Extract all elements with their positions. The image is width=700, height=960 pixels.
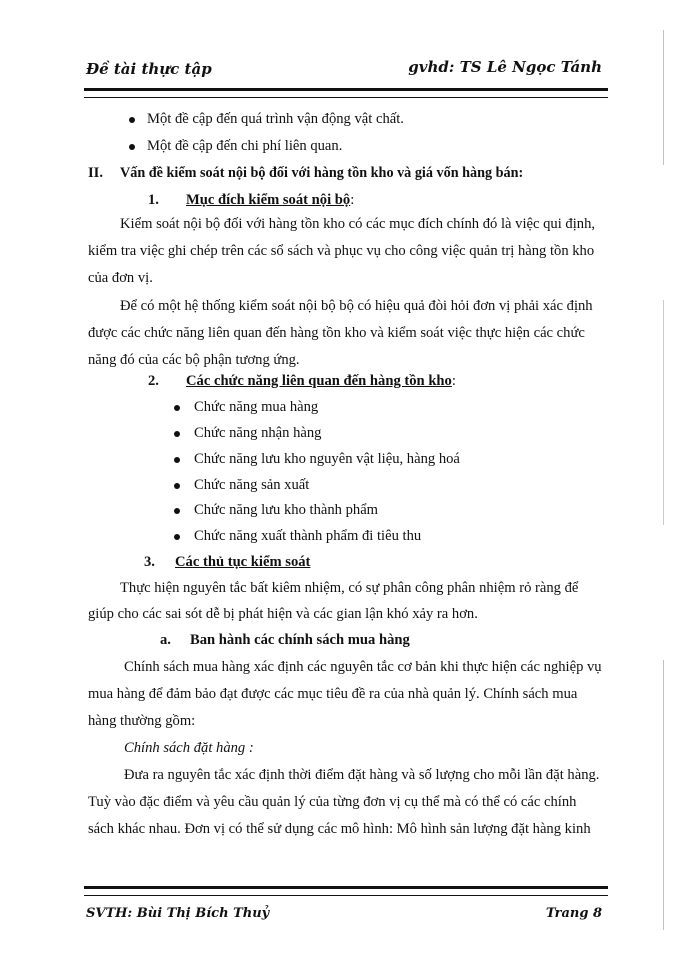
paragraph-line: Thực hiện nguyên tắc bất kiêm nhiệm, có sự phân công phân nhiệm rỏ ràng để xyxy=(120,580,579,596)
subsection-title: Mục đích kiểm soát nội bộ xyxy=(186,192,351,208)
bullet-item: Một đề cập đến chi phí liên quan. xyxy=(147,138,343,154)
function-item: Chức năng sản xuất xyxy=(194,477,310,493)
bullet-dot xyxy=(174,534,180,540)
section-title: Vấn đề kiểm soát nội bộ đối với hàng tồn kho và giá vốn hàng bán: xyxy=(120,165,524,181)
paragraph-line: được các chức năng liên quan đến hàng tồn kho và kiểm soát việc thực hiện các chức xyxy=(88,325,585,341)
bullet-dot xyxy=(174,483,180,489)
footer-rule xyxy=(84,886,608,896)
bullet-dot xyxy=(174,405,180,411)
header-rule xyxy=(84,88,608,98)
function-item: Chức năng mua hàng xyxy=(194,399,319,415)
paragraph-line: Chính sách mua hàng xác định các nguyên tắc cơ bản khi thực hiện các nghiệp vụ xyxy=(124,659,602,675)
footer-student: SVTH: Bùi Thị Bích Thuỷ xyxy=(86,906,270,921)
bullet-dot xyxy=(129,144,135,150)
bullet-dot xyxy=(174,431,180,437)
subsection-heading xyxy=(186,371,456,391)
paragraph-line: Tuỳ vào đặc điểm và yêu cầu quản lý của từng đơn vị cụ thể mà có thể có các chính xyxy=(88,794,577,810)
section-number: II. xyxy=(88,165,104,181)
function-item: Chức năng lưu kho nguyên vật liệu, hàng hoá xyxy=(194,451,460,467)
paragraph-line: Kiểm soát nội bộ đối với hàng tồn kho có các mục đích chính đó là việc qui định, xyxy=(120,216,596,232)
paragraph-line: giúp cho các sai sót dễ bị phát hiện và các gian lận khó xảy ra hơn. xyxy=(88,606,478,622)
subsection-title: Các chức năng liên quan đến hàng tồn kho xyxy=(186,373,452,389)
paragraph-line: mua hàng để đảm bảo đạt được các mục tiêu đề ra của nhà quản lý. Chính sách mua xyxy=(88,686,578,702)
heading-colon: : xyxy=(451,373,456,389)
page-footer xyxy=(86,906,602,930)
subsection-title: Ban hành các chính sách mua hàng xyxy=(190,632,410,648)
paragraph-line: năng đó của các bộ phận tương ứng. xyxy=(88,352,300,368)
italic-heading: Chính sách đặt hàng : xyxy=(124,740,254,756)
paragraph-line: hàng thường gồm: xyxy=(88,713,196,729)
bullet-dot xyxy=(129,117,135,123)
subsection-number: a. xyxy=(160,632,171,648)
function-item: Chức năng lưu kho thành phẩm xyxy=(194,502,379,518)
page-header xyxy=(86,58,602,84)
header-advisor: gvhd: TS Lê Ngọc Tánh xyxy=(408,58,602,76)
paragraph-line: của đơn vị. xyxy=(88,270,153,286)
bullet-dot xyxy=(174,457,180,463)
heading-colon: : xyxy=(350,192,355,208)
subsection-number: 2. xyxy=(148,373,159,389)
paragraph-line: Đưa ra nguyên tắc xác định thời điểm đặt hàng và số lượng cho mỗi lần đặt hàng. xyxy=(124,767,600,783)
page-number: Trang 8 xyxy=(545,906,602,921)
subsection-heading xyxy=(186,190,354,210)
paragraph-line: sách khác nhau. Đơn vị có thể sử dụng các mô hình: Mô hình sản lượng đặt hàng kinh xyxy=(88,821,591,837)
function-item: Chức năng nhận hàng xyxy=(194,425,322,441)
header-topic: Đề tài thực tập xyxy=(86,60,212,78)
bullet-item: Một đề cập đến quá trình vận động vật chất. xyxy=(147,111,404,127)
subsection-number: 1. xyxy=(148,192,159,208)
paragraph-line: kiểm tra việc ghi chép trên các sổ sách và phục vụ cho công việc quản trị hàng tồn kho xyxy=(88,243,595,259)
paragraph-line: Để có một hệ thống kiểm soát nội bộ bộ có hiệu quả đòi hỏi đơn vị phải xác định xyxy=(120,298,593,314)
subsection-number: 3. xyxy=(144,554,155,570)
scan-edge-artifact xyxy=(663,30,664,930)
bullet-dot xyxy=(174,508,180,514)
function-item: Chức năng xuất thành phẩm đi tiêu thu xyxy=(194,528,422,544)
subsection-title: Các thủ tục kiểm soát xyxy=(175,554,311,570)
